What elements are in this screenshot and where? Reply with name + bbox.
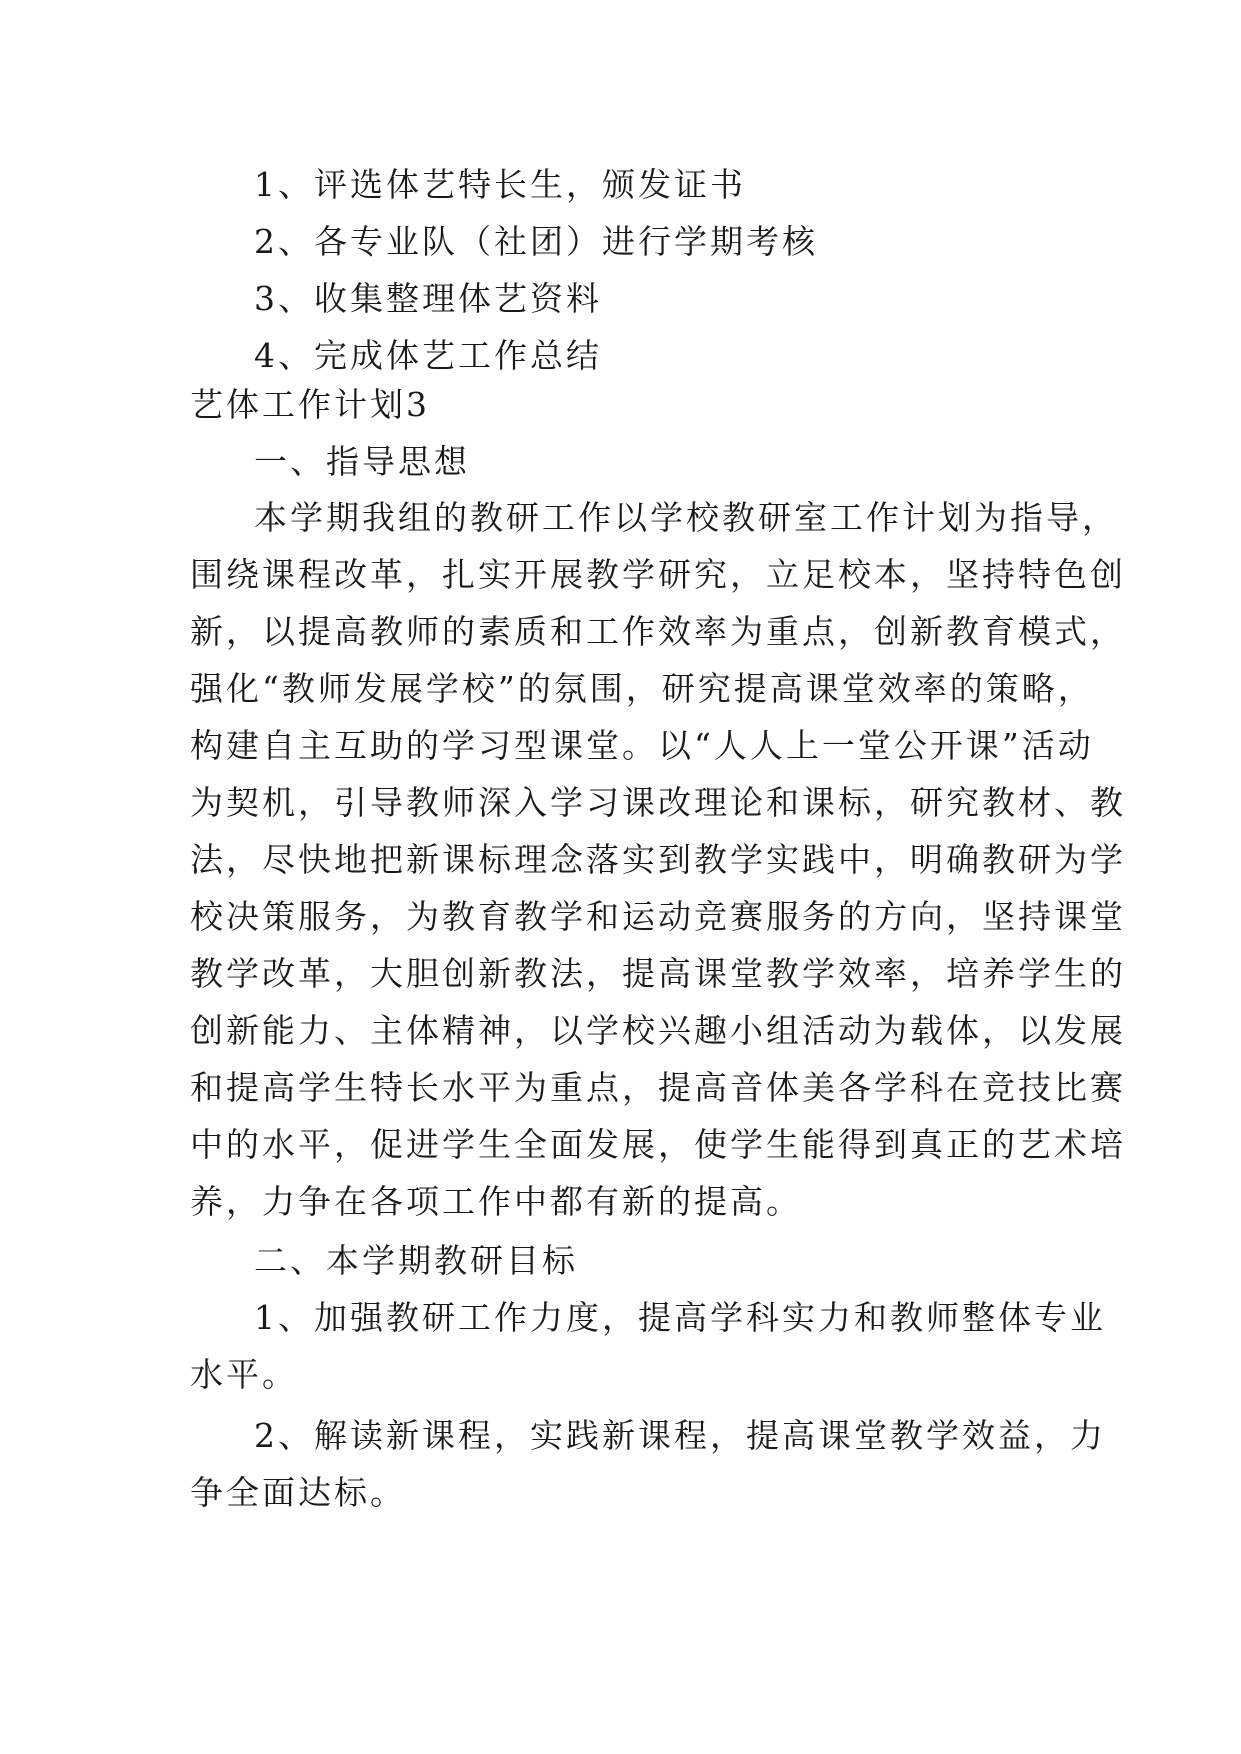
paragraph-line-6: 为契机，引导教师深入学习课改理论和课标，研究教材、教 bbox=[190, 783, 1126, 822]
heading-research-goals: 二、本学期教研目标 bbox=[254, 1241, 578, 1280]
section-title: 艺体工作计划3 bbox=[190, 385, 430, 424]
paragraph-line-7: 法，尽快地把新课标理念落实到教学实践中，明确教研为学 bbox=[190, 840, 1126, 879]
goal-2-line-1: 2、解读新课程，实践新课程，提高课堂教学效益，力 bbox=[254, 1416, 1106, 1455]
goal-1-line-1: 1、加强教研工作力度，提高学科实力和教师整体专业 bbox=[254, 1298, 1106, 1337]
list-item-4: 4、完成体艺工作总结 bbox=[254, 336, 602, 375]
list-item-2: 2、各专业队（社团）进行学期考核 bbox=[254, 222, 818, 261]
paragraph-line-2: 围绕课程改革，扎实开展教学研究，立足校本，坚持特色创 bbox=[190, 555, 1126, 594]
goal-2-line-2: 争全面达标。 bbox=[190, 1473, 406, 1512]
paragraph-line-13: 养，力争在各项工作中都有新的提高。 bbox=[190, 1182, 802, 1221]
paragraph-line-4: 强化“教师发展学校”的氛围，研究提高课堂效率的策略， bbox=[190, 669, 1094, 708]
list-item-3: 3、收集整理体艺资料 bbox=[254, 279, 602, 318]
paragraph-line-10: 创新能力、主体精神，以学校兴趣小组活动为载体，以发展 bbox=[190, 1011, 1126, 1050]
goal-1-line-2: 水平。 bbox=[190, 1355, 298, 1394]
paragraph-line-1: 本学期我组的教研工作以学校教研室工作计划为指导， bbox=[254, 498, 1118, 537]
list-item-1: 1、评选体艺特长生，颁发证书 bbox=[254, 165, 746, 204]
paragraph-line-8: 校决策服务，为教育教学和运动竞赛服务的方向，坚持课堂 bbox=[190, 897, 1126, 936]
heading-guiding-ideology: 一、指导思想 bbox=[254, 442, 470, 481]
paragraph-line-3: 新，以提高教师的素质和工作效率为重点，创新教育模式， bbox=[190, 612, 1126, 651]
paragraph-line-5: 构建自主互助的学习型课堂。以“人人上一堂公开课”活动 bbox=[190, 726, 1094, 765]
paragraph-line-11: 和提高学生特长水平为重点，提高音体美各学科在竞技比赛 bbox=[190, 1068, 1126, 1107]
paragraph-line-12: 中的水平，促进学生全面发展，使学生能得到真正的艺术培 bbox=[190, 1125, 1126, 1164]
paragraph-line-9: 教学改革，大胆创新教法，提高课堂教学效率，培养学生的 bbox=[190, 954, 1126, 993]
